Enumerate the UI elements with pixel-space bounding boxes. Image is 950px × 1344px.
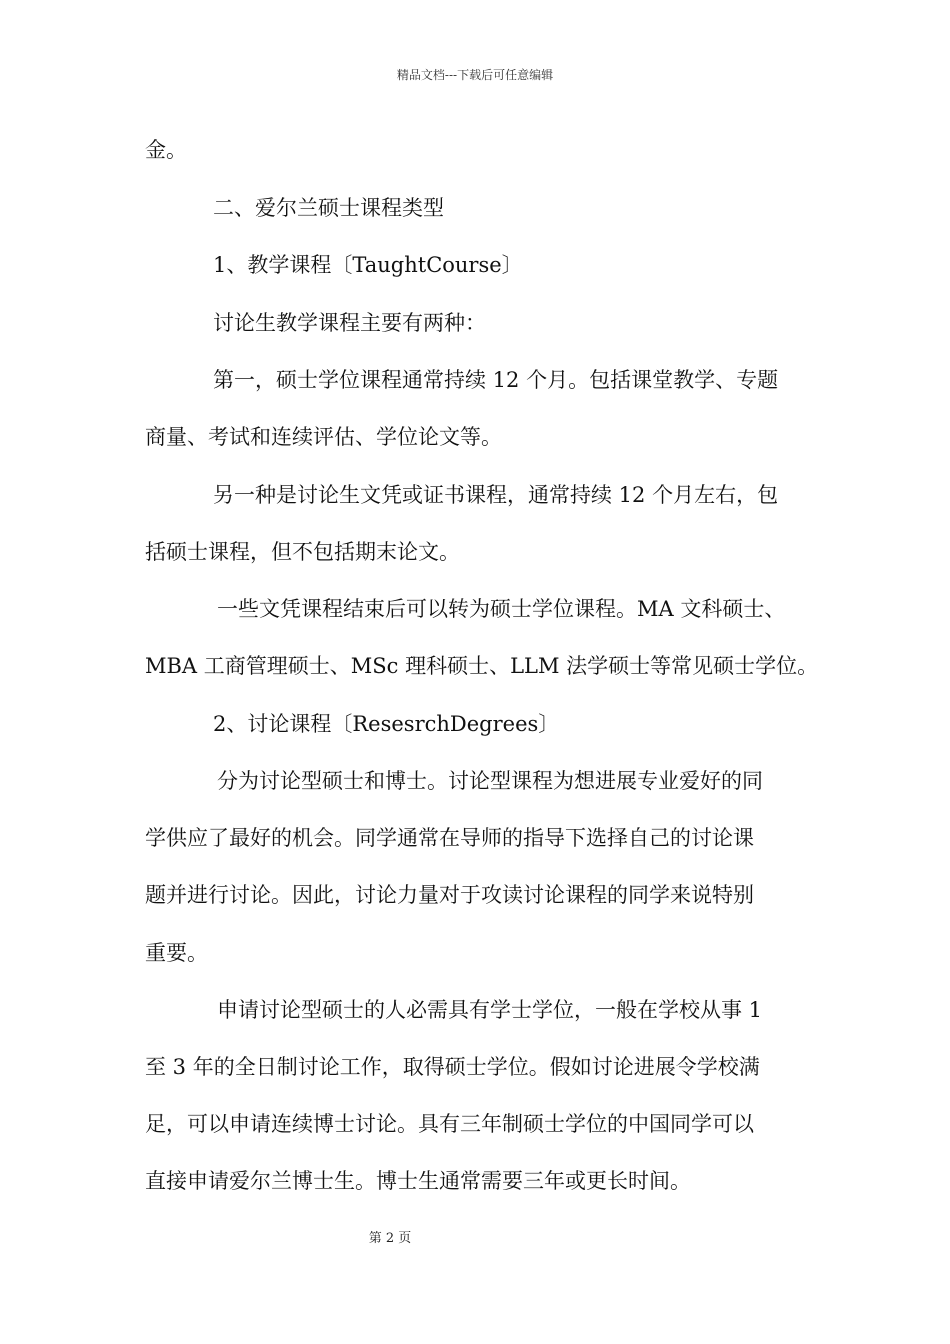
- subsection-heading: 2、讨论课程〔ResesrchDegrees〕: [213, 712, 560, 736]
- paragraph-line: 商量、考试和连续评估、学位论文等。: [145, 425, 502, 449]
- paragraph-line: 金。: [145, 138, 187, 162]
- page-header: 精品文档---下载后可任意编辑: [396, 68, 554, 82]
- paragraph-line: 讨论生教学课程主要有两种：: [213, 311, 486, 335]
- paragraph-line: 学供应了最好的机会。同学通常在导师的指导下选择自己的讨论课: [145, 826, 754, 850]
- paragraph-line: 分为讨论型硕士和博士。讨论型课程为想进展专业爱好的同: [217, 769, 763, 793]
- subsection-heading: 1、教学课程〔TaughtCourse〕: [213, 253, 523, 277]
- paragraph-line: 申请讨论型硕士的人必需具有学士学位，一般在学校从事 1: [217, 998, 763, 1022]
- paragraph-line: 第一，硕士学位课程通常持续 12 个月。包括课堂教学、专题: [213, 368, 779, 392]
- paragraph-line: 重要。: [145, 941, 208, 965]
- section-heading: 二、爱尔兰硕士课程类型: [213, 196, 444, 220]
- paragraph-line: 题并进行讨论。因此，讨论力量对于攻读讨论课程的同学来说特别: [145, 883, 754, 907]
- paragraph-line: 一些文凭课程结束后可以转为硕士学位课程。MA 文科硕士、: [217, 597, 786, 621]
- paragraph-line: MBA 工商管理硕士、MSc 理科硕士、LLM 法学硕士等常见硕士学位。: [145, 654, 819, 678]
- paragraph-line: 另一种是讨论生文凭或证书课程，通常持续 12 个月左右，包: [213, 483, 779, 507]
- paragraph-line: 足，可以申请连续博士讨论。具有三年制硕士学位的中国同学可以: [145, 1112, 754, 1136]
- paragraph-line: 括硕士课程，但不包括期末论文。: [145, 540, 460, 564]
- paragraph-line: 至 3 年的全日制讨论工作，取得硕士学位。假如讨论进展令学校满: [145, 1055, 760, 1079]
- page-number: 第 2 页: [368, 1231, 412, 1246]
- paragraph-line: 直接申请爱尔兰博士生。博士生通常需要三年或更长时间。: [145, 1169, 691, 1193]
